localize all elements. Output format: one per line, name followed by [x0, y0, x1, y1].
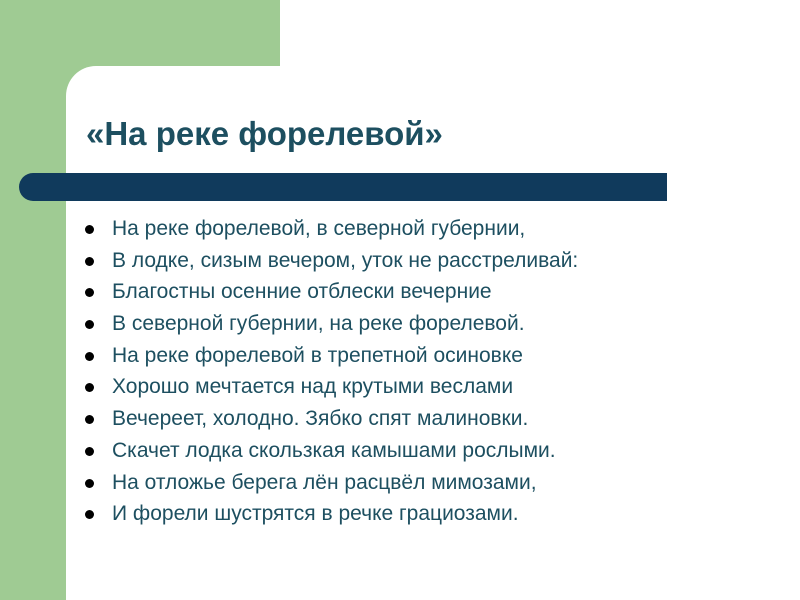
bullet-icon — [85, 225, 94, 234]
title-underline-bar — [19, 173, 667, 201]
bullet-icon — [85, 447, 94, 456]
poem-line: В лодке, сизым вечером, уток не расстреливай: — [112, 248, 579, 272]
poem-line: Скачет лодка скользкая камышами рослыми. — [112, 438, 556, 462]
poem-line: На отложье берега лён расцвёл мимозами, — [112, 470, 537, 494]
slide-title: «На реке форелевой» — [86, 115, 443, 152]
bullet-icon — [85, 320, 94, 329]
poem-line: На реке форелевой в трепетной осиновке — [112, 343, 523, 367]
poem-line: Хорошо мечтается над крутыми веслами — [112, 375, 514, 399]
bullet-icon — [85, 257, 94, 266]
bullet-icon — [85, 352, 94, 361]
poem-line: Вечереет, холодно. Зябко спят малиновки. — [112, 407, 529, 431]
bullet-icon — [85, 479, 94, 488]
poem-line: И форели шустрятся в речке грациозами. — [112, 502, 519, 526]
poem-line: В северной губернии, на реке форелевой. — [112, 312, 525, 336]
poem-line: На реке форелевой, в северной губернии, — [112, 217, 526, 240]
poem-line: Благостны осенние отблески вечерние — [112, 280, 492, 304]
